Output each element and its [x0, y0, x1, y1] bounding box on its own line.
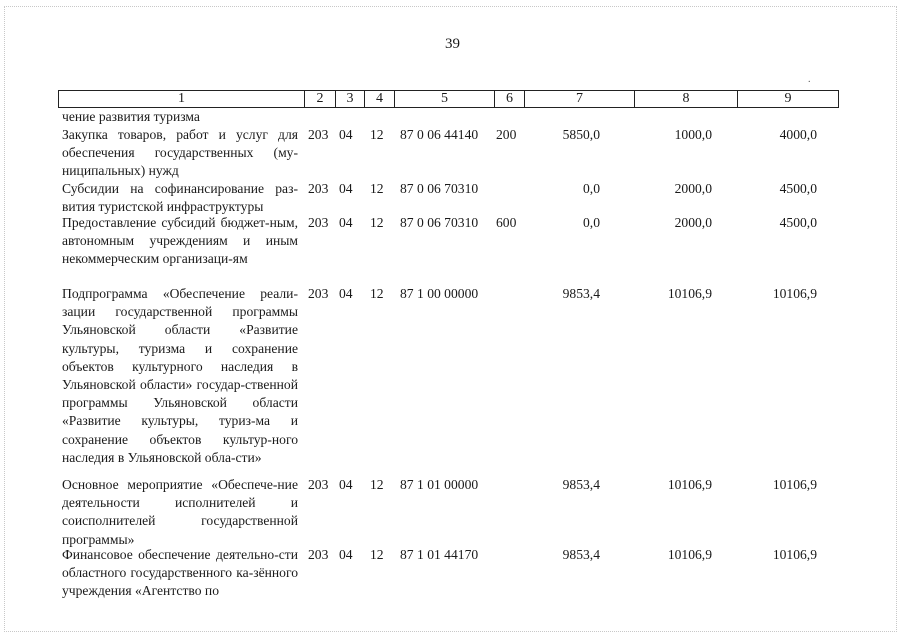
page-number: 39	[445, 36, 460, 52]
cell-rz: 04	[339, 477, 353, 492]
row-name: Основное мероприятие «Обеспече-ние деятельности исполнителей и соисполнителей государственной программы»	[62, 477, 298, 547]
cell-rz: 04	[339, 127, 353, 142]
row-name: Предоставление субсидий бюджет-ным, автономным учреждениям и иным некоммерческим организаци-ям	[62, 215, 298, 267]
cell-csr: 87 1 01 44170	[400, 547, 479, 562]
cell-value-9: 10106,9	[772, 477, 817, 492]
cell-value-7: 9853,4	[562, 286, 600, 301]
cell-vr: 600	[496, 215, 517, 230]
cell-rz: 04	[339, 181, 353, 196]
cell-rz: 04	[339, 215, 353, 230]
cell-value-9: 4000,0	[779, 127, 817, 142]
row-name: чение развития туризма	[62, 109, 200, 124]
cell-ppp: 203	[308, 547, 329, 562]
header-col-3: 3	[336, 91, 365, 107]
cell-ppp: 203	[308, 477, 329, 492]
cell-ppp: 203	[308, 181, 329, 196]
cell-ppp: 203	[308, 215, 329, 230]
row-name: Подпрограмма «Обеспечение реали-зации государственной программы Ульяновской области «Развитие культуры, туризма и сохранение объектов культурного наследия в Ульяновской области» государ-ственной программы Ульяновской области «Развитие культуры, туриз-ма и сохранение объектов культур-ного наследия в Ульяновской обла-сти»	[62, 286, 298, 465]
header-col-1: 1	[59, 91, 305, 107]
cell-csr: 87 1 01 00000	[400, 477, 479, 492]
cell-pr: 12	[370, 127, 384, 142]
cell-value-7: 5850,0	[562, 127, 600, 142]
row-name: Закупка товаров, работ и услуг для обеспечения государственных (му-ниципальных) нужд	[62, 127, 298, 179]
header-col-7: 7	[525, 91, 635, 107]
cell-ppp: 203	[308, 286, 329, 301]
table-header	[58, 90, 839, 108]
header-col-9: 9	[784, 91, 792, 106]
cell-rz: 04	[339, 547, 353, 562]
header-col-6: 6	[495, 91, 525, 107]
cell-value-8: 10106,9	[667, 477, 712, 492]
cell-csr: 87 0 06 70310	[400, 215, 479, 230]
cell-value-9: 10106,9	[772, 547, 817, 562]
cell-pr: 12	[370, 547, 384, 562]
margin-mark: .	[808, 74, 811, 85]
header-col-5: 5	[395, 91, 495, 107]
cell-pr: 12	[370, 477, 384, 492]
row-name: Субсидии на софинансирование раз-вития туристской инфраструктуры	[62, 181, 298, 215]
header-col-2: 2	[305, 91, 336, 107]
cell-pr: 12	[370, 215, 384, 230]
cell-csr: 87 0 06 44140	[400, 127, 479, 142]
header-col-8: 8	[635, 91, 738, 107]
header-col-4: 4	[365, 91, 395, 107]
cell-rz: 04	[339, 286, 353, 301]
cell-value-8: 2000,0	[674, 181, 712, 196]
cell-value-7: 9853,4	[562, 477, 600, 492]
cell-value-7: 0,0	[583, 215, 600, 230]
cell-csr: 87 1 00 00000	[400, 286, 479, 301]
cell-value-7: 0,0	[583, 181, 600, 196]
cell-value-9: 4500,0	[779, 181, 817, 196]
cell-ppp: 203	[308, 127, 329, 142]
row-name: Финансовое обеспечение деятельно-сти областного государственного ка-зённого учреждения «Агентство по	[62, 547, 298, 599]
cell-value-8: 10106,9	[667, 547, 712, 562]
cell-value-8: 2000,0	[674, 215, 712, 230]
cell-vr: 200	[496, 127, 517, 142]
cell-value-8: 1000,0	[674, 127, 712, 142]
cell-csr: 87 0 06 70310	[400, 181, 479, 196]
cell-value-7: 9853,4	[562, 547, 600, 562]
cell-value-9: 4500,0	[779, 215, 817, 230]
cell-pr: 12	[370, 181, 384, 196]
cell-value-8: 10106,9	[667, 286, 712, 301]
cell-value-9: 10106,9	[772, 286, 817, 301]
cell-pr: 12	[370, 286, 384, 301]
